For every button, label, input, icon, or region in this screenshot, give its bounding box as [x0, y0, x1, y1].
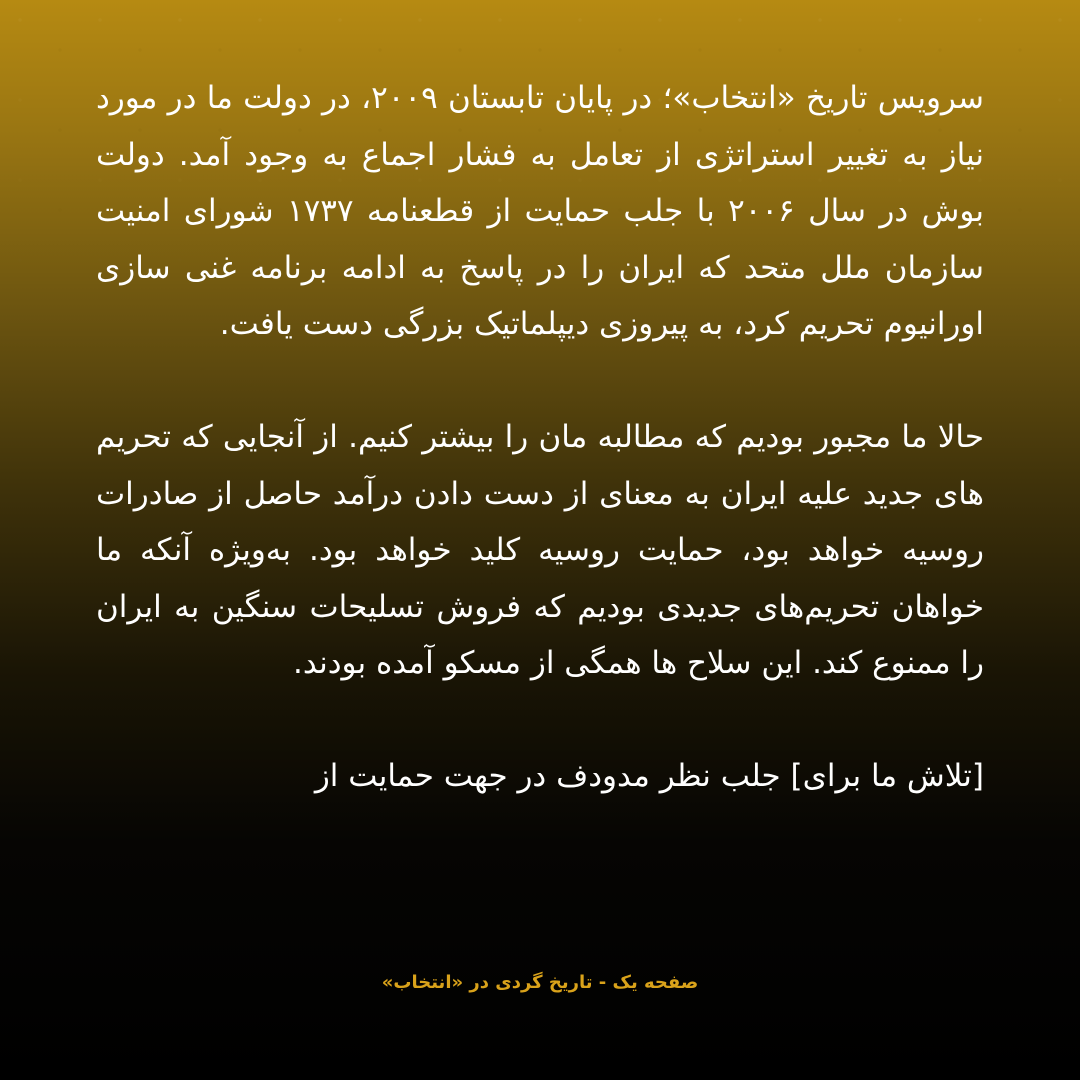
paragraph-3: [تلاش ما برای] جلب نظر مدودف در جهت حمایت از	[314, 758, 984, 794]
paragraph-2: حالا ما مجبور بودیم که مطالبه مان را بیشتر کنیم. از آنجایی که تحریم های جدید علیه ایران به معنای از دست دادن درآمد حاصل از صادرات روسیه خواهد بود، حمایت روسیه کلید خواهد بود. به‌ویژه آنکه ما خواهان تحریم‌های جدیدی بودیم که فروش تسلیحات سنگین به ایران را ممنوع کند. این سلاح ها همگی از مسکو آمده بودند.	[96, 419, 984, 681]
page-footer: صفحه یک - تاریخ گردی در «انتخاب»	[381, 972, 699, 993]
article-body	[96, 70, 984, 805]
paragraph-gap	[96, 353, 984, 410]
paragraph-gap	[96, 692, 984, 749]
paragraph-1: سرویس تاریخ «انتخاب»؛ در پایان تابستان ۲۰۰۹، در دولت ما در مورد نیاز به تغییر استراتژی از تعامل به فشار اجماع به وجود آمد. دولت بوش در سال ۲۰۰۶ با جلب حمایت از قطعنامه ۱۷۳۷ شورای امنیت سازمان ملل متحد که ایران را در پاسخ به ادامه برنامه غنی سازی اورانیوم تحریم کرد، به پیروزی دیپلماتیک بزرگی دست یافت.	[96, 80, 984, 342]
